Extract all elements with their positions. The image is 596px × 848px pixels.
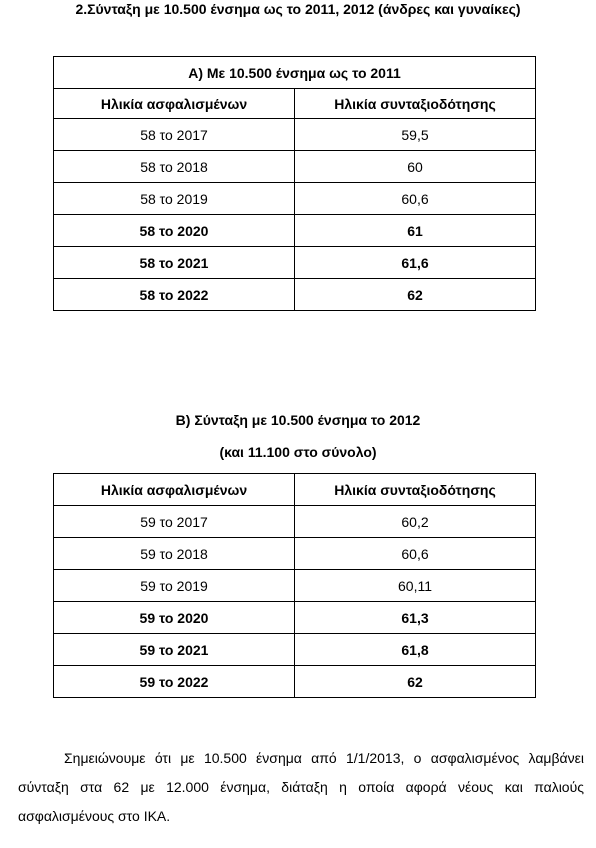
table-row xyxy=(54,538,536,570)
table-b-header-retirement-age: Ηλικία συνταξιοδότησης xyxy=(295,474,536,506)
table-b-cell-retirement-age: 61,3 xyxy=(295,602,536,634)
table-a-cell-retirement-age: 59,5 xyxy=(295,119,536,151)
table-a-cell-retirement-age: 60 xyxy=(295,151,536,183)
document-heading: 2.Σύνταξη με 10.500 ένσημα ως το 2011, 2012 (άνδρες και γυναίκες) xyxy=(75,1,521,17)
table-row xyxy=(54,666,536,698)
table-b-cell-insured-age: 59 το 2022 xyxy=(54,666,295,698)
table-a-cell-retirement-age: 62 xyxy=(295,279,536,311)
table-a-header-insured-age: Ηλικία ασφαλισμένων xyxy=(54,89,295,119)
table-row xyxy=(54,119,536,151)
table-b-cell-insured-age: 59 το 2020 xyxy=(54,602,295,634)
table-a-cell-insured-age: 58 το 2020 xyxy=(54,215,295,247)
table-b-cell-retirement-age: 60,2 xyxy=(295,506,536,538)
table-a-header-retirement-age: Ηλικία συνταξιοδότησης xyxy=(295,89,536,119)
table-a-cell-retirement-age: 60,6 xyxy=(295,183,536,215)
table-row xyxy=(54,602,536,634)
table-row xyxy=(54,215,536,247)
note-paragraph: Σημειώνουμε ότι με 10.500 ένσημα από 1/1/2013, ο ασφαλισμένος λαμβάνει σύνταξη στα 62 με 12.000 ένσημα, διάταξη η οποία αφορά νέους και παλιούς ασφαλισμένους στο ΙΚΑ. xyxy=(18,750,584,824)
table-b-cell-retirement-age: 60,11 xyxy=(295,570,536,602)
table-a-cell-insured-age: 58 το 2018 xyxy=(54,151,295,183)
table-row xyxy=(54,506,536,538)
table-row xyxy=(54,183,536,215)
table-row xyxy=(54,634,536,666)
table-b-cell-retirement-age: 62 xyxy=(295,666,536,698)
table-b-subtitle: (και 11.100 στο σύνολο) xyxy=(219,444,377,460)
table-b-cell-insured-age: 59 το 2018 xyxy=(54,538,295,570)
table-row xyxy=(54,247,536,279)
table-b-cell-retirement-age: 61,8 xyxy=(295,634,536,666)
table-row xyxy=(54,570,536,602)
table-b-title: Β) Σύνταξη με 10.500 ένσημα το 2012 xyxy=(175,412,421,428)
table-a-cell-insured-age: 58 το 2021 xyxy=(54,247,295,279)
table-a-cell-retirement-age: 61,6 xyxy=(295,247,536,279)
table-a-cell-insured-age: 58 το 2019 xyxy=(54,183,295,215)
table-a-cell-insured-age: 58 το 2022 xyxy=(54,279,295,311)
table-b-cell-insured-age: 59 το 2019 xyxy=(54,570,295,602)
table-row xyxy=(54,151,536,183)
table-a xyxy=(53,56,536,311)
table-b xyxy=(53,473,536,698)
table-b-cell-insured-age: 59 το 2017 xyxy=(54,506,295,538)
table-a-cell-retirement-age: 61 xyxy=(295,215,536,247)
table-b-header-insured-age: Ηλικία ασφαλισμένων xyxy=(54,474,295,506)
table-b-cell-insured-age: 59 το 2021 xyxy=(54,634,295,666)
table-b-cell-retirement-age: 60,6 xyxy=(295,538,536,570)
table-row xyxy=(54,279,536,311)
table-a-title: Α) Με 10.500 ένσημα ως το 2011 xyxy=(54,57,536,89)
table-a-cell-insured-age: 58 το 2017 xyxy=(54,119,295,151)
